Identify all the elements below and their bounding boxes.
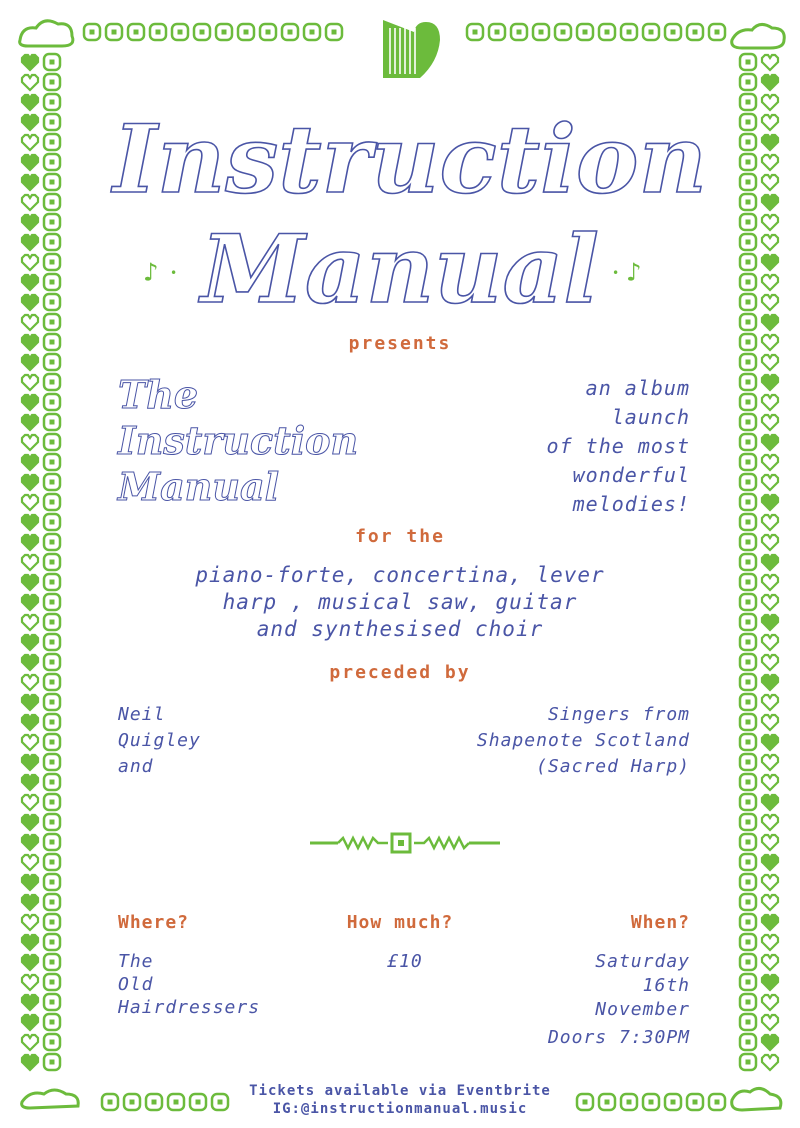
circle-icon — [740, 814, 756, 830]
circle-icon — [44, 414, 60, 430]
instrument-line: and synthesised choir — [256, 617, 544, 641]
heart-icon — [22, 675, 38, 690]
circle-icon — [44, 814, 60, 830]
circle-icon — [44, 934, 60, 950]
tagline-line: launch — [611, 405, 690, 429]
heart-icon — [22, 655, 38, 670]
heart-icon — [762, 795, 778, 810]
tagline-line: an album — [585, 376, 690, 400]
heart-icon — [22, 215, 38, 230]
circle-icon — [44, 634, 60, 650]
heart-icon — [22, 735, 38, 750]
support-right-line: (Sacred Harp) — [536, 756, 690, 777]
heart-icon — [22, 715, 38, 730]
heart-icon — [22, 615, 38, 630]
circle-icon — [740, 114, 756, 130]
music-note-icon: ♪ — [143, 258, 159, 288]
heart-icon — [22, 475, 38, 490]
heart-icon — [22, 355, 38, 370]
circle-icon — [740, 794, 756, 810]
heart-icon — [762, 235, 778, 250]
heart-icon — [762, 255, 778, 270]
circle-icon — [106, 24, 122, 40]
heart-icon — [22, 875, 38, 890]
heart-icon — [22, 295, 38, 310]
heart-icon — [762, 1015, 778, 1030]
instrument-line: piano-forte, concertina, lever — [195, 563, 605, 587]
heart-icon — [762, 535, 778, 550]
heart-icon — [22, 855, 38, 870]
circle-icon — [511, 24, 527, 40]
heart-icon — [22, 155, 38, 170]
heart-icon — [22, 515, 38, 530]
heart-icon — [22, 555, 38, 570]
instrument-line: harp , musical saw, guitar — [222, 590, 578, 614]
heart-icon — [762, 215, 778, 230]
instruments-list — [110, 562, 690, 643]
heart-icon — [22, 75, 38, 90]
circle-icon — [709, 24, 725, 40]
circle-icon — [740, 734, 756, 750]
circle-icon — [740, 594, 756, 610]
circle-icon — [740, 474, 756, 490]
circle-icon — [44, 194, 60, 210]
album-title — [118, 372, 378, 510]
circle-icon — [740, 434, 756, 450]
tagline-line: wonderful — [572, 463, 690, 487]
circle-icon — [740, 454, 756, 470]
cloud-icon — [732, 1088, 781, 1110]
heart-icon — [22, 455, 38, 470]
music-note-icon: ♪ — [626, 258, 642, 288]
circle-icon — [146, 1094, 162, 1110]
heart-icon — [22, 395, 38, 410]
heart-icon — [762, 275, 778, 290]
circle-icon — [44, 494, 60, 510]
circle-icon — [282, 24, 298, 40]
heart-icon — [762, 715, 778, 730]
circle-icon — [467, 24, 483, 40]
circle-icon — [44, 834, 60, 850]
heart-icon — [762, 835, 778, 850]
date-line: Doors 7:30PM — [547, 1027, 690, 1048]
main-title-line2: Manual — [200, 215, 600, 325]
heart-icon — [762, 755, 778, 770]
heart-icon — [22, 915, 38, 930]
support-act-right — [380, 702, 690, 780]
price: £10 — [387, 951, 423, 972]
circle-icon — [44, 714, 60, 730]
circle-icon — [687, 1094, 703, 1110]
circle-icon — [304, 24, 320, 40]
heart-icon — [762, 115, 778, 130]
circle-icon — [44, 674, 60, 690]
circle-icon — [740, 214, 756, 230]
cloud-icon — [20, 21, 73, 46]
heart-icon — [22, 635, 38, 650]
heart-icon — [22, 375, 38, 390]
heart-icon — [22, 1015, 38, 1030]
circle-icon — [740, 394, 756, 410]
circle-icon — [740, 274, 756, 290]
circle-icon — [740, 1014, 756, 1030]
circle-icon — [740, 914, 756, 930]
circle-icon — [740, 294, 756, 310]
circle-icon — [740, 954, 756, 970]
circle-icon — [44, 594, 60, 610]
circle-icon — [555, 24, 571, 40]
circle-icon — [44, 294, 60, 310]
date-time — [480, 950, 690, 1050]
heart-icon — [22, 115, 38, 130]
circle-icon — [740, 334, 756, 350]
album-title-line: Manual — [118, 464, 279, 509]
circle-icon — [740, 614, 756, 630]
circle-icon — [533, 24, 549, 40]
circle-icon — [44, 954, 60, 970]
circle-icon — [709, 1094, 725, 1110]
circle-icon — [44, 574, 60, 590]
album-title-line: Instruction — [118, 418, 359, 463]
venue-line: Old — [118, 974, 154, 995]
circle-icon — [44, 234, 60, 250]
circle-icon — [44, 114, 60, 130]
circle-icon — [44, 514, 60, 530]
heart-icon — [762, 195, 778, 210]
ornament-divider-icon — [310, 830, 500, 856]
price-label: How much? — [346, 912, 454, 933]
heart-icon — [22, 95, 38, 110]
circle-icon — [44, 274, 60, 290]
circle-icon — [326, 24, 342, 40]
heart-icon — [762, 415, 778, 430]
heart-icon — [762, 395, 778, 410]
circle-icon — [44, 774, 60, 790]
heart-icon — [22, 55, 38, 70]
heart-icon — [762, 655, 778, 670]
circle-icon — [44, 694, 60, 710]
heart-icon — [762, 915, 778, 930]
heart-icon — [762, 675, 778, 690]
circle-icon — [44, 314, 60, 330]
circle-icon — [168, 1094, 184, 1110]
circle-icon — [740, 94, 756, 110]
circle-icon — [102, 1094, 118, 1110]
heart-icon — [762, 435, 778, 450]
circle-icon — [599, 1094, 615, 1110]
venue-line: The — [118, 951, 154, 972]
support-left-line: Quigley — [118, 730, 201, 751]
cloud-icon — [22, 1090, 79, 1108]
heart-icon — [22, 495, 38, 510]
circle-icon — [44, 374, 60, 390]
heart-icon — [762, 995, 778, 1010]
heart-icon — [22, 895, 38, 910]
heart-icon — [22, 135, 38, 150]
circle-icon — [44, 214, 60, 230]
circle-icon — [44, 54, 60, 70]
heart-icon — [22, 275, 38, 290]
venue-line: Hairdressers — [118, 997, 261, 1018]
circle-icon — [740, 1054, 756, 1070]
circle-icon — [740, 494, 756, 510]
tagline-line: melodies! — [572, 492, 690, 516]
circle-icon — [621, 1094, 637, 1110]
heart-icon — [22, 1035, 38, 1050]
circle-icon — [621, 24, 637, 40]
cloud-icon — [732, 24, 785, 48]
circle-icon — [44, 454, 60, 470]
circle-icon — [44, 1054, 60, 1070]
heart-icon — [762, 375, 778, 390]
circle-icon — [740, 234, 756, 250]
circle-icon — [194, 24, 210, 40]
circle-icon — [44, 914, 60, 930]
circle-icon — [740, 674, 756, 690]
circle-icon — [216, 24, 232, 40]
circle-icon — [740, 834, 756, 850]
circle-icon — [740, 694, 756, 710]
heart-icon — [762, 575, 778, 590]
heart-icon — [762, 55, 778, 70]
circle-icon — [44, 394, 60, 410]
circle-icon — [665, 24, 681, 40]
circle-icon — [740, 254, 756, 270]
date-line: 16th — [642, 975, 690, 996]
circle-icon — [687, 24, 703, 40]
circle-icon — [643, 1094, 659, 1110]
circle-icon — [44, 894, 60, 910]
heart-icon — [762, 455, 778, 470]
heart-icon — [22, 755, 38, 770]
circle-icon — [740, 174, 756, 190]
circle-icon — [44, 994, 60, 1010]
heart-icon — [762, 95, 778, 110]
heart-icon — [762, 595, 778, 610]
heart-icon — [22, 435, 38, 450]
heart-icon — [22, 535, 38, 550]
circle-icon — [44, 154, 60, 170]
circle-icon — [44, 1014, 60, 1030]
heart-icon — [762, 775, 778, 790]
main-title-line1: Instruction — [113, 105, 707, 215]
circle-icon — [740, 894, 756, 910]
circle-icon — [740, 54, 756, 70]
circle-icon — [740, 194, 756, 210]
heart-icon — [762, 295, 778, 310]
circle-icon — [44, 654, 60, 670]
instagram-handle: IG:@instructionmanual.music — [272, 1101, 528, 1117]
circle-icon — [238, 24, 254, 40]
circle-icon — [740, 514, 756, 530]
circle-icon — [740, 134, 756, 150]
heart-icon — [22, 935, 38, 950]
heart-icon — [762, 695, 778, 710]
circle-icon — [128, 24, 144, 40]
heart-icon — [22, 415, 38, 430]
heart-icon — [762, 615, 778, 630]
circle-icon — [44, 554, 60, 570]
heart-icon — [762, 935, 778, 950]
circle-icon — [84, 24, 100, 40]
circle-icon — [44, 614, 60, 630]
heart-icon — [22, 315, 38, 330]
heart-icon — [22, 795, 38, 810]
circle-icon — [740, 634, 756, 650]
album-tagline — [470, 374, 690, 519]
circle-icon — [740, 534, 756, 550]
circle-icon — [44, 354, 60, 370]
circle-icon — [740, 974, 756, 990]
heart-icon — [22, 1055, 38, 1070]
heart-icon — [22, 835, 38, 850]
circle-icon — [740, 414, 756, 430]
circle-icon — [44, 854, 60, 870]
heart-icon — [762, 495, 778, 510]
where-label: Where? — [118, 912, 190, 933]
heart-icon — [762, 335, 778, 350]
heart-icon — [22, 815, 38, 830]
heart-icon — [762, 75, 778, 90]
circle-icon — [44, 474, 60, 490]
circle-icon — [150, 24, 166, 40]
heart-icon — [22, 975, 38, 990]
circle-icon — [740, 754, 756, 770]
circle-icon — [44, 434, 60, 450]
circle-icon — [740, 354, 756, 370]
heart-icon — [762, 1055, 778, 1070]
heart-icon — [762, 155, 778, 170]
heart-icon — [762, 735, 778, 750]
presents-label: presents — [348, 333, 452, 354]
heart-icon — [762, 555, 778, 570]
heart-icon — [762, 135, 778, 150]
heart-icon — [22, 775, 38, 790]
heart-icon — [22, 235, 38, 250]
circle-icon — [740, 74, 756, 90]
circle-icon — [44, 254, 60, 270]
circle-icon — [44, 94, 60, 110]
circle-icon — [740, 874, 756, 890]
circle-icon — [740, 654, 756, 670]
circle-icon — [740, 1034, 756, 1050]
heart-icon — [762, 175, 778, 190]
circle-icon — [577, 24, 593, 40]
circle-icon — [44, 794, 60, 810]
circle-icon — [44, 734, 60, 750]
circle-icon — [44, 74, 60, 90]
circle-icon — [489, 24, 505, 40]
heart-icon — [762, 875, 778, 890]
circle-icon — [740, 314, 756, 330]
tickets-info: Tickets available via Eventbrite — [249, 1083, 551, 1099]
circle-icon — [44, 1034, 60, 1050]
instruments-heading: for the — [355, 526, 445, 547]
circle-icon — [740, 714, 756, 730]
circle-icon — [740, 854, 756, 870]
dot-icon: • — [612, 266, 620, 280]
heart-icon — [762, 635, 778, 650]
heart-icon — [22, 335, 38, 350]
circle-icon — [740, 934, 756, 950]
heart-icon — [22, 175, 38, 190]
circle-icon — [740, 154, 756, 170]
album-title-line: The — [118, 372, 199, 417]
heart-icon — [762, 815, 778, 830]
circle-icon — [124, 1094, 140, 1110]
heart-icon — [22, 195, 38, 210]
circle-icon — [44, 874, 60, 890]
circle-icon — [44, 754, 60, 770]
circle-icon — [740, 554, 756, 570]
dot-icon: • — [170, 266, 178, 280]
date-line: November — [595, 999, 690, 1020]
circle-icon — [172, 24, 188, 40]
heart-icon — [762, 855, 778, 870]
when-label: When? — [630, 912, 690, 933]
heart-icon — [762, 975, 778, 990]
tagline-line: of the most — [546, 434, 690, 458]
circle-icon — [599, 24, 615, 40]
date-line: Saturday — [595, 951, 690, 972]
heart-icon — [22, 695, 38, 710]
circle-icon — [740, 994, 756, 1010]
circle-icon — [44, 174, 60, 190]
circle-icon — [44, 134, 60, 150]
circle-icon — [44, 334, 60, 350]
heart-icon — [762, 315, 778, 330]
circle-icon — [643, 24, 659, 40]
heart-icon — [762, 895, 778, 910]
circle-icon — [44, 534, 60, 550]
circle-icon — [740, 374, 756, 390]
circle-icon — [740, 574, 756, 590]
circle-icon — [44, 974, 60, 990]
heart-icon — [762, 1035, 778, 1050]
support-right-line: Shapenote Scotland — [476, 730, 690, 751]
support-act-left — [118, 702, 318, 780]
heart-icon — [762, 475, 778, 490]
heart-icon — [762, 515, 778, 530]
support-left-line: and — [118, 756, 154, 777]
heart-icon — [22, 995, 38, 1010]
heart-icon — [762, 355, 778, 370]
venue — [118, 950, 338, 1019]
heart-icon — [22, 575, 38, 590]
heart-icon — [22, 955, 38, 970]
support-heading: preceded by — [329, 662, 471, 683]
harp-icon — [383, 20, 440, 78]
circle-icon — [260, 24, 276, 40]
circle-icon — [665, 1094, 681, 1110]
heart-icon — [22, 595, 38, 610]
circle-icon — [740, 774, 756, 790]
heart-icon — [762, 955, 778, 970]
heart-icon — [22, 255, 38, 270]
support-right-line: Singers from — [547, 704, 690, 725]
support-left-line: Neil — [118, 704, 166, 725]
